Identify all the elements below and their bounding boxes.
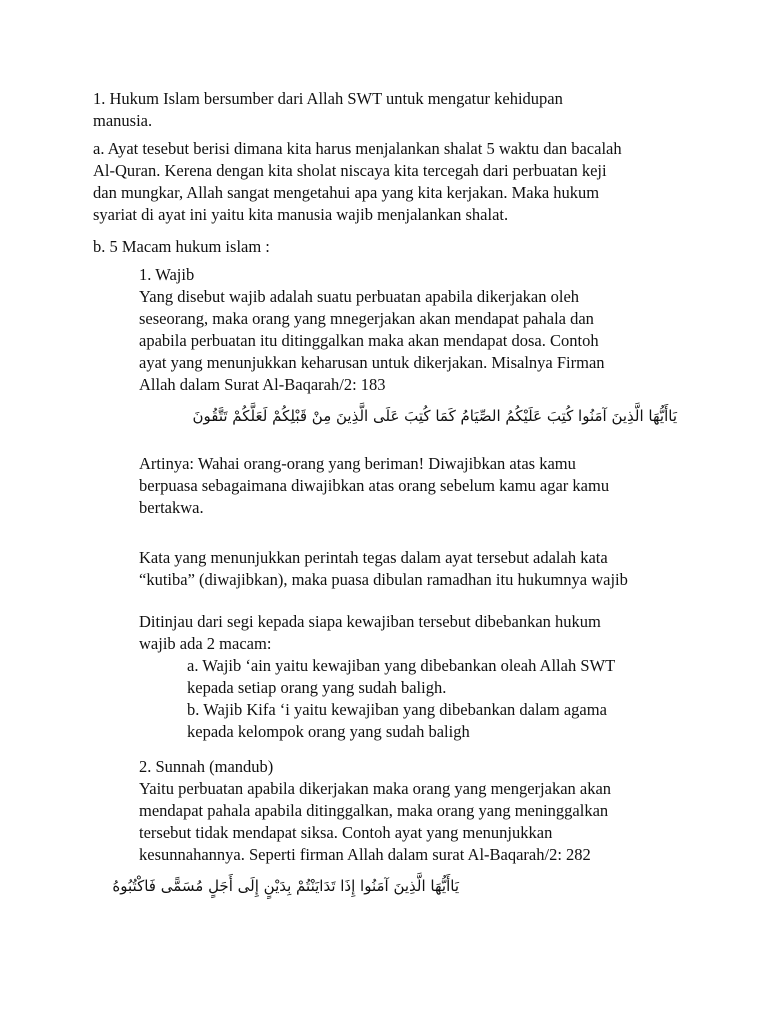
translation-line: Artinya: Wahai orang-orang yang beriman! Diwajibkan atas kamu	[139, 454, 576, 473]
explanation-line: Kata yang menunjukkan perintah tegas dalam ayat tersebut adalah kata	[139, 548, 608, 567]
paragraph-a-line: Al-Quran. Kerena dengan kita sholat niscaya kita tercegah dari perbuatan keji	[93, 161, 607, 180]
translation-line: bertakwa.	[139, 498, 204, 517]
wajib-type-a-cont: kepada setiap orang yang sudah baligh.	[187, 678, 447, 697]
wajib-title: 1. Wajib	[139, 265, 195, 284]
paragraph-b-heading-text: b. 5 Macam hukum islam :	[93, 237, 270, 256]
wajib-line: apabila perbuatan itu ditinggalkan maka akan mendapat dosa. Contoh	[139, 331, 599, 350]
explanation-line: “kutiba” (diwajibkan), maka puasa dibulan ramadhan itu hukumnya wajib	[139, 570, 628, 589]
sunnah-arabic-verse: يَاأَيُّهَا الَّذِينَ آمَنُوا إِذَا تَدَايَنْتُمْ بِدَيْنٍ إِلَى أَجَلٍ مُسَمًّى فَاكْتُبُوهُ	[112, 877, 459, 895]
paragraph-a-line: syariat di ayat ini yaitu kita manusia wajib menjalankan shalat.	[93, 205, 509, 224]
types-intro-line: wajib ada 2 macam:	[139, 634, 272, 653]
translation-line: berpuasa sebagaimana diwajibkan atas orang sebelum kamu agar kamu	[139, 476, 610, 495]
types-intro-line: Ditinjau dari segi kepada siapa kewajiban tersebut dibebankan hukum	[139, 612, 601, 631]
point-1-line: manusia.	[93, 111, 153, 130]
wajib-types-intro	[139, 611, 601, 655]
wajib-translation	[139, 453, 609, 519]
paragraph-a-line: dan mungkar, Allah sangat mengetahui apa yang kita kerjakan. Maka hukum	[93, 183, 600, 202]
wajib-line: Yang disebut wajib adalah suatu perbuatan apabila dikerjakan oleh	[139, 287, 580, 306]
paragraph-b-heading	[93, 236, 270, 258]
sunnah-line: tersebut tidak mendapat siksa. Contoh ayat yang menunjukkan	[139, 823, 553, 842]
sunnah-line: mendapat pahala apabila ditinggalkan, maka orang yang meninggalkan	[139, 801, 609, 820]
wajib-type-b: b. Wajib Kifa ‘i yaitu kewajiban yang dibebankan dalam agama	[187, 700, 607, 719]
wajib-line: seseorang, maka orang yang mnegerjakan akan mendapat pahala dan	[139, 309, 594, 328]
wajib-types-list	[187, 655, 615, 743]
wajib-type-b-cont: kepada kelompok orang yang sudah baligh	[187, 722, 470, 741]
wajib-line: Allah dalam Surat Al-Baqarah/2: 183	[139, 375, 386, 394]
paragraph-a	[93, 138, 622, 226]
wajib-explanation	[139, 547, 628, 591]
paragraph-a-line: a. Ayat tesebut berisi dimana kita harus menjalankan shalat 5 waktu dan bacalah	[93, 139, 622, 158]
sunnah-line: kesunnahannya. Seperti firman Allah dalam surat Al-Baqarah/2: 282	[139, 845, 591, 864]
wajib-arabic-verse: يَاأَيُّهَا الَّذِينَ آمَنُوا كُتِبَ عَلَيْكُمُ الصِّيَامُ كَمَا كُتِبَ عَلَى الَّذِينَ مِنْ قَبْلِكُمْ لَعَلَّكُمْ تَتَّقُونَ	[192, 407, 677, 425]
sunnah-section	[139, 756, 611, 866]
point-1	[93, 88, 563, 132]
wajib-line: ayat yang menunjukkan keharusan untuk dikerjakan. Misalnya Firman	[139, 353, 605, 372]
wajib-type-a: a. Wajib ‘ain yaitu kewajiban yang dibebankan oleah Allah SWT	[187, 656, 616, 675]
sunnah-line: Yaitu perbuatan apabila dikerjakan maka orang yang mengerjakan akan	[139, 779, 612, 798]
sunnah-title: 2. Sunnah (mandub)	[139, 757, 274, 776]
wajib-section	[139, 264, 605, 396]
point-1-line: 1. Hukum Islam bersumber dari Allah SWT untuk mengatur kehidupan	[93, 89, 563, 108]
